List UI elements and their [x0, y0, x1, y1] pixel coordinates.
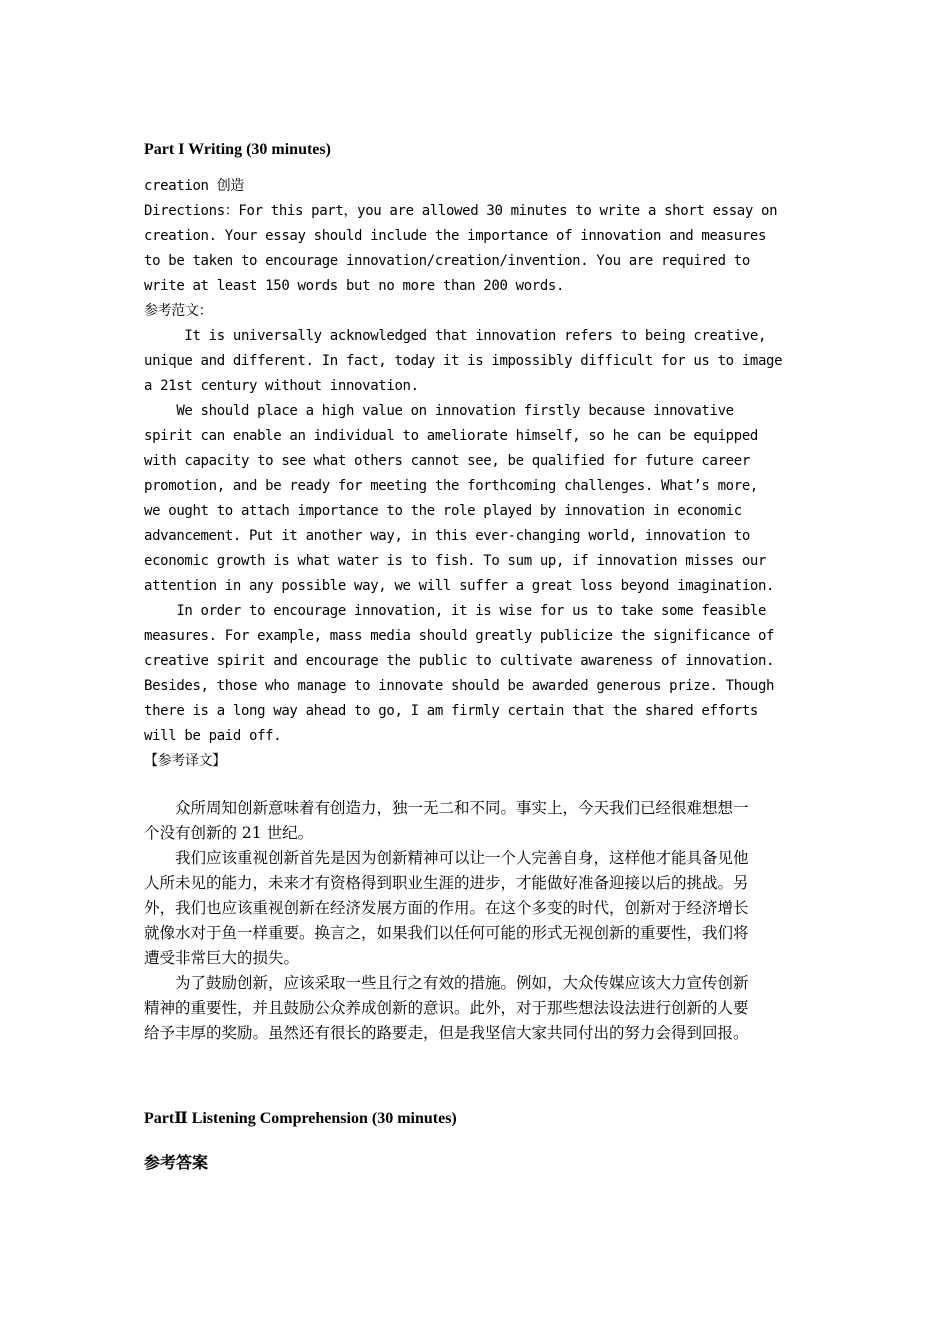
translation-line: 外，我们也应该重视创新在经济发展方面的作用。在这个多变的时代，创新对于经济增长: [144, 899, 749, 917]
directions-line: to be taken to encourage innovation/creation/invention. You are required to: [144, 253, 750, 269]
essay-line: we ought to attach importance to the role played by innovation in economic: [144, 503, 742, 519]
translation-label: 【参考译文】: [144, 753, 226, 769]
translation-body: [144, 796, 824, 1046]
essay-line: creative spirit and encourage the public to cultivate awareness of innovation.: [144, 653, 775, 669]
translation-line: 遭受非常巨大的损失。: [144, 949, 300, 967]
translation-line: 众所周知创新意味着有创造力，独一无二和不同。事实上，今天我们已经很难想想一: [144, 799, 749, 817]
essay-line: promotion, and be ready for meeting the forthcoming challenges. What’s more,: [144, 478, 758, 494]
essay-line: Besides, those who manage to innovate should be awarded generous prize. Though: [144, 678, 775, 694]
directions-line: write at least 150 words but no more than 200 words.: [144, 278, 565, 294]
translation-line: 给予丰厚的奖励。虽然还有很长的路要走，但是我坚信大家共同付出的努力会得到回报。: [144, 1024, 749, 1042]
answer-label: 参考答案: [144, 1155, 209, 1172]
essay-line: a 21st century without innovation.: [144, 378, 419, 394]
essay-line: spirit can enable an individual to ameliorate himself, so he can be equipped: [144, 428, 758, 444]
part1-heading: Part I Writing (30 minutes): [144, 141, 331, 158]
translation-line: 为了鼓励创新，应该采取一些且行之有效的措施。例如，大众传媒应该大力宣传创新: [144, 974, 749, 992]
essay-line: economic growth is what water is to fish. To sum up, if innovation misses our: [144, 553, 767, 569]
essay-line: measures. For example, mass media should greatly publicize the significance of: [144, 628, 775, 644]
part1-body: [144, 174, 824, 774]
essay-line: It is universally acknowledged that innovation refers to being creative,: [144, 328, 767, 344]
essay-line: In order to encourage innovation, it is wise for us to take some feasible: [144, 603, 767, 619]
directions-line: Directions：For this part，you are allowed 30 minutes to write a short essay on: [144, 203, 778, 219]
essay-line: unique and different. In fact, today it is impossibly difficult for us to image: [144, 353, 783, 369]
translation-line: 个没有创新的 21 世纪。: [144, 824, 314, 842]
part2-heading: PartⅡ Listening Comprehension (30 minutes): [144, 1110, 457, 1127]
directions-line: creation. Your essay should include the importance of innovation and measures: [144, 228, 767, 244]
translation-line: 人所未见的能力，未来才有资格得到职业生涯的进步，才能做好准备迎接以后的挑战。另: [144, 874, 749, 892]
topic-line: creation 创造: [144, 178, 245, 194]
translation-line: 我们应该重视创新首先是因为创新精神可以让一个人完善自身，这样他才能具备见他: [144, 849, 749, 867]
essay-line: We should place a high value on innovation firstly because innovative: [144, 403, 734, 419]
translation-line: 就像水对于鱼一样重要。换言之，如果我们以任何可能的形式无视创新的重要性，我们将: [144, 924, 749, 942]
essay-line: with capacity to see what others cannot see, be qualified for future career: [144, 453, 750, 469]
essay-line: will be paid off.: [144, 728, 282, 744]
translation-line: 精神的重要性，并且鼓励公众养成创新的意识。此外，对于那些想法设法进行创新的人要: [144, 999, 749, 1017]
essay-line: advancement. Put it another way, in this ever-changing world, innovation to: [144, 528, 750, 544]
sample-essay-label: 参考范文：: [144, 303, 213, 319]
essay-line: there is a long way ahead to go, I am firmly certain that the shared efforts: [144, 703, 758, 719]
essay-line: attention in any possible way, we will suffer a great loss beyond imagination.: [144, 578, 775, 594]
